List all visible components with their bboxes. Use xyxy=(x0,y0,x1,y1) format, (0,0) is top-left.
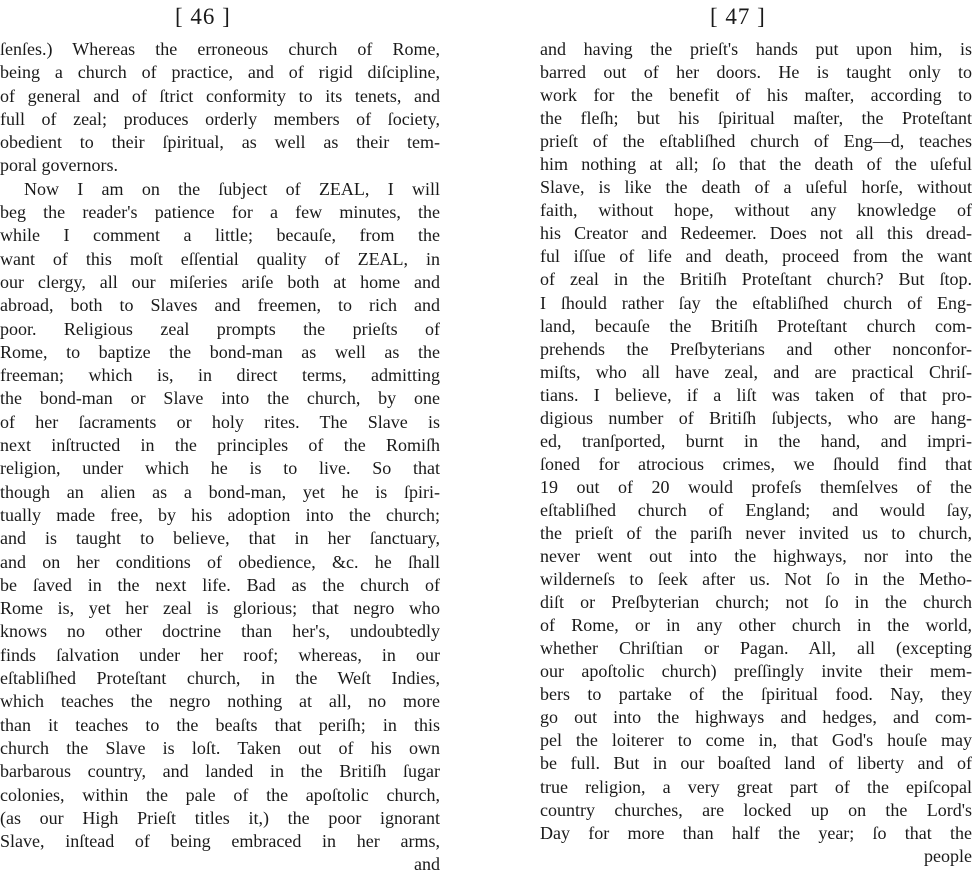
text-line: eſtabliſhed church of England; and would ſay, xyxy=(540,499,972,520)
text-line: prieſt of the eſtabliſhed church of Eng—d, teaches xyxy=(540,131,972,152)
left-page xyxy=(0,0,440,875)
text-line: poor. Religious zeal prompts the prieſts of xyxy=(0,318,440,339)
right-page xyxy=(540,0,972,866)
text-line: than it teaches to the beaſts that periſh; in this xyxy=(0,714,440,735)
text-line: ful iſſue of life and death, proceed from the want xyxy=(540,246,972,267)
text-line: tually made free, by his adoption into the church; xyxy=(0,504,440,525)
page-number: [ 46 ] xyxy=(175,4,231,29)
text-line: country churches, are locked up on the Lord's xyxy=(540,799,972,820)
text-line: Day for more than half the year; ſo that the xyxy=(540,822,972,843)
text-line: full of zeal; produces orderly members of ſociety, xyxy=(0,108,440,129)
text-line: while I comment a little; becauſe, from the xyxy=(0,225,440,246)
text-line: true religion, a very great part of the epiſcopal xyxy=(540,776,972,797)
text-line: 19 out of 20 would profeſs themſelves of the xyxy=(540,476,972,497)
text-line: Slave, is like the death of a uſeful horſe, without xyxy=(540,177,972,198)
text-line: our clergy, all our miſeries ariſe both at home and xyxy=(0,271,440,292)
text-line: and on her conditions of obedience, &c. he ſhall xyxy=(0,551,440,572)
text-line: ſoned for atrocious crimes, we ſhould find that xyxy=(540,453,972,474)
text-line: abroad, both to Slaves and freemen, to rich and xyxy=(0,295,440,316)
page-number: [ 47 ] xyxy=(710,4,766,29)
text-line: church the Slave is loſt. Taken out of his own xyxy=(0,737,440,758)
text-line: Rome is, yet her zeal is glorious; that negro who xyxy=(0,598,440,619)
text-line: and is taught to believe, that in her ſanctuary, xyxy=(0,528,440,549)
text-line: though an alien as a bond-man, yet he is ſpiri- xyxy=(0,481,440,502)
text-line: Slave, inſtead of being embraced in her arms, xyxy=(0,831,440,852)
text-line: of zeal in the Britiſh Proteſtant church? But ſtop. xyxy=(540,269,972,290)
text-line: go out into the highways and hedges, and com- xyxy=(540,707,972,728)
page-text xyxy=(0,38,440,877)
text-line: digious number of Britiſh ſubjects, who are hang- xyxy=(540,407,972,428)
text-line: be ſaved in the next life. Bad as the church of xyxy=(0,574,440,595)
text-line: the bond-man or Slave into the church, by one xyxy=(0,388,440,409)
text-line: barred out of her doors. He is taught only to xyxy=(540,62,972,83)
text-line: of her ſacraments or holy rites. The Slave is xyxy=(0,411,440,432)
text-line: the prieſt of the pariſh never invited us to church, xyxy=(540,522,972,543)
text-line: and having the prieſt's hands put upon him, is xyxy=(540,39,972,59)
text-line: wilderneſs to ſeek after us. Not ſo in the Metho- xyxy=(540,569,972,590)
text-line: of general and of ſtrict conformity to its tenets, and xyxy=(0,85,440,106)
text-line: miſts, who all have zeal, and are practical Chriſ- xyxy=(540,361,972,382)
text-line: faith, without hope, without any knowledge of xyxy=(540,200,972,221)
text-line: which teaches the negro nothing at all, no more xyxy=(0,691,440,712)
catchword: people xyxy=(924,845,972,866)
text-line: the fleſh; but his ſpiritual maſter, the Proteſtant xyxy=(540,108,972,129)
text-line: him nothing at all; ſo that the death of the uſeful xyxy=(540,154,972,175)
text-line: tians. I believe, if a liſt was taken of that pro- xyxy=(540,384,972,405)
text-line: poral governors. xyxy=(0,155,118,176)
text-line: barbarous country, and landed in the Britiſh ſugar xyxy=(0,761,440,782)
text-line: finds ſalvation under her roof; whereas, in our xyxy=(0,644,440,665)
text-line: obedient to their ſpiritual, as well as their tem- xyxy=(0,132,440,153)
text-line: our apoſtolic church) preſſingly invite their mem- xyxy=(540,661,972,682)
text-line: ſenſes.) Whereas the erroneous church of Rome, xyxy=(0,39,440,59)
text-line: prehends the Preſbyterians and other nonconfor- xyxy=(540,338,972,359)
text-line: Rome, to baptize the bond-man as well as the xyxy=(0,341,440,362)
text-line: freeman; which is, in direct terms, admitting xyxy=(0,365,440,386)
text-line: his Creator and Redeemer. Does not all this dread- xyxy=(540,223,972,244)
text-line: knows no other doctrine than her's, undoubtedly xyxy=(0,621,440,642)
text-line: never went out into the highways, nor into the xyxy=(540,546,972,567)
text-line: land, becauſe the Britiſh Proteſtant church com- xyxy=(540,315,972,336)
text-line: eſtabliſhed Proteſtant church, in the Weſt Indies, xyxy=(0,668,440,689)
text-line: ed, tranſported, burnt in the hand, and impri- xyxy=(540,430,972,451)
catchword: and xyxy=(414,854,440,875)
text-line: whether Chriſtian or Pagan. All, all (excepting xyxy=(540,638,972,659)
text-line: pel the loiterer to come in, that God's houſe may xyxy=(540,730,972,751)
text-line: bers to partake of the ſpiritual food. Nay, they xyxy=(540,684,972,705)
text-line: (as our High Prieſt titles it,) the poor ignorant xyxy=(0,807,440,828)
text-line: next inſtructed in the principles of the Romiſh xyxy=(0,435,440,456)
text-line: of Rome, or in any other church in the world, xyxy=(540,615,972,636)
text-line: I ſhould rather ſay the eſtabliſhed church of Eng- xyxy=(540,292,972,313)
text-line: work for the benefit of his maſter, according to xyxy=(540,85,972,106)
text-line: beg the reader's patience for a few minutes, the xyxy=(0,202,440,223)
text-line: colonies, within the pale of the apoſtolic church, xyxy=(0,784,440,805)
text-line: be full. But in our boaſted land of liberty and of xyxy=(540,753,972,774)
text-line: diſt or Preſbyterian church; not ſo in the church xyxy=(540,592,972,613)
page-text xyxy=(540,38,972,868)
text-line: being a church of practice, and of rigid diſcipline, xyxy=(0,62,440,83)
text-line: Now I am on the ſubject of ZEAL, I will xyxy=(24,178,440,199)
text-line: want of this moſt eſſential quality of ZEAL, in xyxy=(0,248,440,269)
text-line: religion, under which he is to live. So that xyxy=(0,458,440,479)
